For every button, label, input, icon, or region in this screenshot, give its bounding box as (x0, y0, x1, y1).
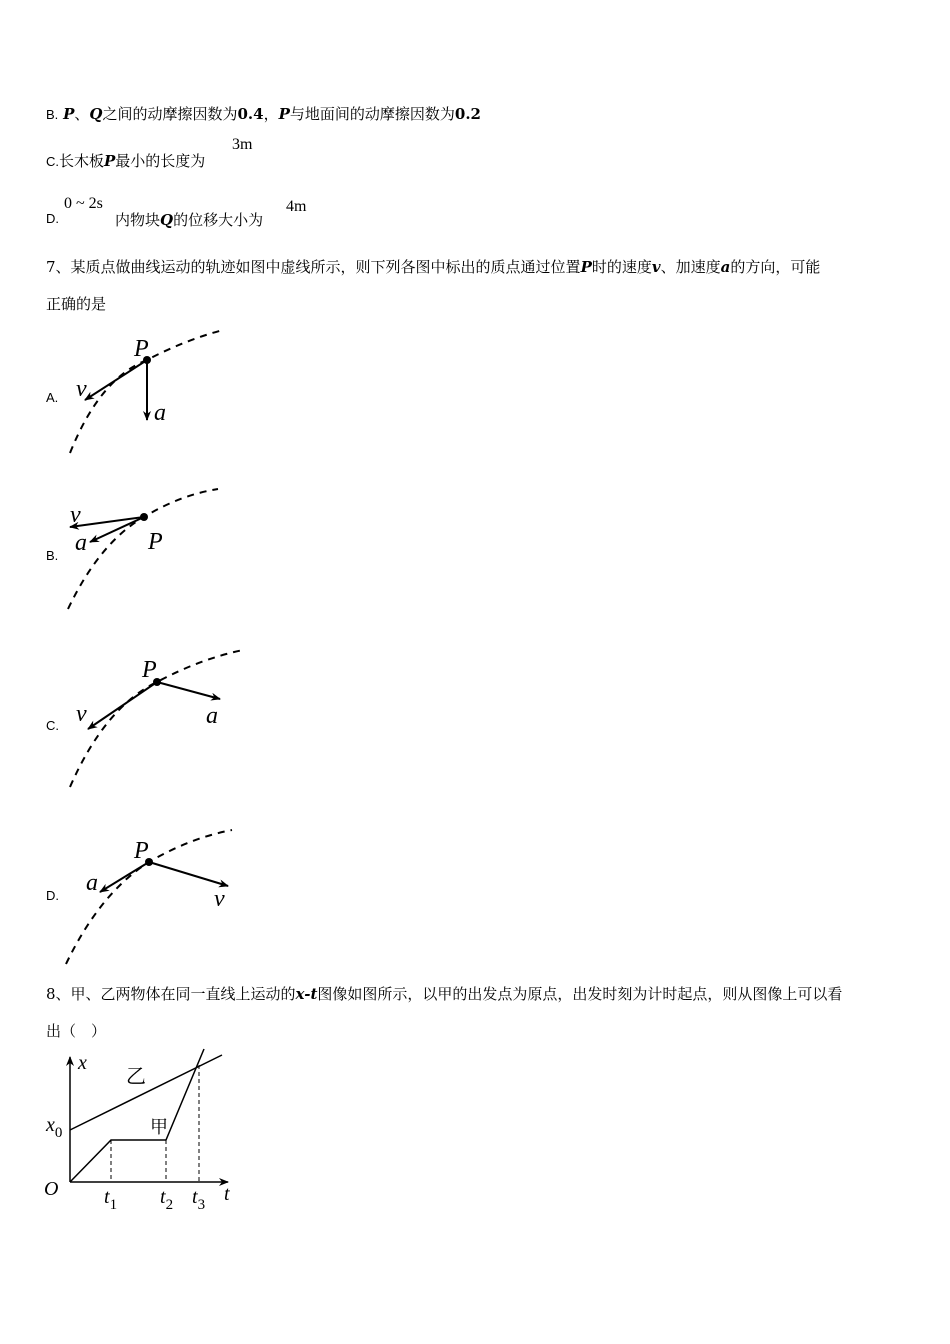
acceleration-arrow (100, 862, 149, 892)
text: 之间的动摩擦因数为 (102, 105, 238, 123)
time-range: 0 ~ 2s (64, 195, 103, 212)
velocity-arrow (88, 682, 157, 729)
label-p: P (142, 657, 157, 683)
text: 长木板 (59, 152, 105, 170)
var-q: Q (89, 105, 103, 123)
value: 0.2 (454, 105, 481, 123)
label-x0: $x_0$ (46, 1114, 63, 1141)
q7-stem-line1: 7、某质点做曲线运动的轨迹如图中虚线所示，则下列各图中标出的质点通过位置P时的速度v、加速度a的方向，可能 (46, 258, 821, 276)
velocity-arrow (149, 862, 228, 886)
text: 与地面间的动摩擦因数为 (289, 105, 455, 123)
q8-stem-line2: 出（ ） (46, 1022, 107, 1040)
label-a: a (75, 530, 87, 556)
q7-figure-b (60, 487, 260, 612)
label-p: P (134, 336, 149, 362)
var-p: P (104, 152, 116, 170)
var-a: a (720, 258, 731, 276)
label-origin: O (44, 1178, 59, 1200)
label-v: v (76, 701, 87, 727)
q7-option-c-label: C. (46, 718, 59, 733)
option-label: D. (46, 211, 59, 226)
label-t-axis: t (224, 1183, 230, 1205)
label-a: a (86, 870, 98, 896)
q8-xt-graph (40, 1045, 240, 1215)
label-yi: 乙 (126, 1064, 146, 1088)
q7-stem-line2: 正确的是 (46, 295, 107, 313)
q7-figure-a (60, 328, 260, 458)
separator: 、 (74, 105, 90, 123)
label-p: P (134, 838, 149, 864)
length-value: 3m (232, 136, 253, 153)
var-p: P (63, 105, 75, 123)
text: 的位移大小为 (173, 211, 264, 229)
label-v: v (70, 502, 81, 528)
option-label: C. (46, 154, 59, 169)
text: 内物块 (115, 211, 161, 229)
q6-option-d (115, 209, 263, 230)
text: 最小的长度为 (115, 152, 206, 170)
displacement-value: 4m (286, 198, 307, 215)
q6-option-c (46, 150, 205, 171)
label-t2: $t_2$ (160, 1186, 174, 1213)
acceleration-arrow (157, 682, 220, 699)
q7-figure-c (60, 647, 260, 792)
label-v: v (214, 886, 225, 912)
label-x-axis: x (78, 1052, 87, 1074)
var-p: P (278, 105, 290, 123)
comma: ， (263, 105, 279, 123)
option-label: B. (46, 107, 59, 122)
trajectory-curve (66, 830, 232, 964)
label-a: a (154, 400, 166, 426)
value: 0.4 (237, 105, 264, 123)
label-t1: $t_1$ (104, 1186, 118, 1213)
q7-option-a-label: A. (46, 390, 59, 405)
q7-option-d-label: D. (46, 888, 59, 903)
q6-option-b (46, 103, 481, 124)
label-v: v (76, 376, 87, 402)
label-a: a (206, 703, 218, 729)
q7-figure-d (60, 828, 260, 968)
var-p: P (580, 258, 592, 276)
var-v: v (651, 258, 661, 276)
label-jia: 甲 (150, 1117, 168, 1138)
velocity-arrow (85, 360, 147, 400)
label-p: P (148, 529, 163, 555)
var-xt: x-t (295, 985, 318, 1003)
trajectory-curve (68, 489, 218, 609)
q7-option-b-label: B. (46, 548, 59, 563)
q8-stem-line1: 8、甲、乙两物体在同一直线上运动的x-t图像如图所示，以甲的出发点为原点，出发时刻为计时起点，则从图像上可以看 (46, 985, 843, 1003)
var-q: Q (160, 211, 174, 229)
label-t3: $t_3$ (192, 1186, 206, 1213)
